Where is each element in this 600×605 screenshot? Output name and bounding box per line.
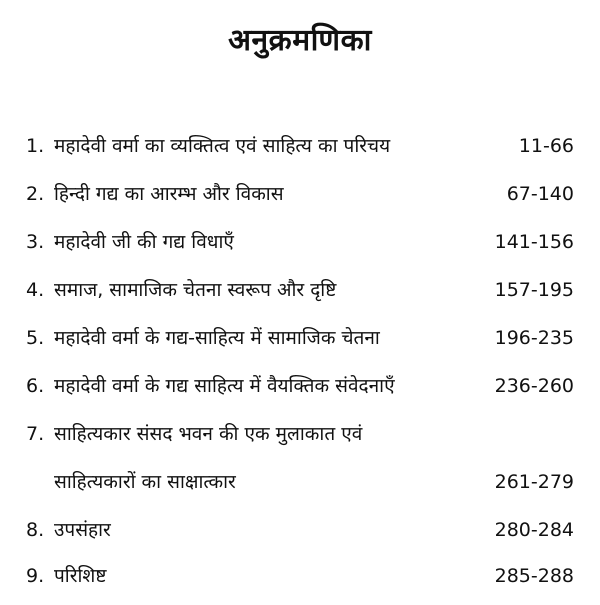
toc-entry <box>0 318 600 358</box>
entry-number: 3. <box>26 231 45 253</box>
entry-pages: 261-279 <box>494 471 574 493</box>
entry-pages: 141-156 <box>494 231 574 253</box>
toc-entry <box>0 414 600 502</box>
entry-title: उपसंहार <box>54 519 111 541</box>
entry-pages: 157-195 <box>494 279 574 301</box>
entry-title-continuation: साहित्यकारों का साक्षात्कार <box>54 471 236 493</box>
entry-title: महादेवी वर्मा का व्यक्तित्व एवं साहित्य का परिचय <box>54 135 391 157</box>
toc-entry <box>0 174 600 214</box>
entry-pages: 67-140 <box>506 183 574 205</box>
toc-entry <box>0 366 600 406</box>
toc-entry <box>0 222 600 262</box>
entry-title: परिशिष्ट <box>54 565 107 587</box>
toc-entry <box>0 270 600 310</box>
entry-number: 6. <box>26 375 45 397</box>
entry-pages: 285-288 <box>494 565 574 587</box>
entry-title: साहित्यकार संसद भवन की एक मुलाकात एवं <box>54 423 363 445</box>
entry-pages: 11-66 <box>518 135 574 157</box>
toc-entry <box>0 126 600 166</box>
entry-pages: 236-260 <box>494 375 574 397</box>
entry-title: महादेवी जी की गद्य विधाएँ <box>54 231 234 253</box>
toc-entry <box>0 510 600 550</box>
entry-number: 9. <box>26 565 45 587</box>
entry-number: 2. <box>26 183 45 205</box>
entry-number: 5. <box>26 327 45 349</box>
entry-number: 8. <box>26 519 45 541</box>
entry-number: 4. <box>26 279 45 301</box>
entry-number: 1. <box>26 135 45 157</box>
entry-title: महादेवी वर्मा के गद्य साहित्य में वैयक्तिक संवेदनाएँ <box>54 375 395 397</box>
toc-entry <box>0 556 600 596</box>
entry-pages: 280-284 <box>494 519 574 541</box>
entry-title: महादेवी वर्मा के गद्य-साहित्य में सामाजिक चेतना <box>54 327 380 349</box>
page-title: अनुक्रमणिका <box>228 23 372 58</box>
entry-number: 7. <box>26 423 45 445</box>
entry-title: हिन्दी गद्य का आरम्भ और विकास <box>54 183 284 205</box>
entry-pages: 196-235 <box>494 327 574 349</box>
entry-title: समाज, सामाजिक चेतना स्वरूप और दृष्टि <box>54 279 337 301</box>
